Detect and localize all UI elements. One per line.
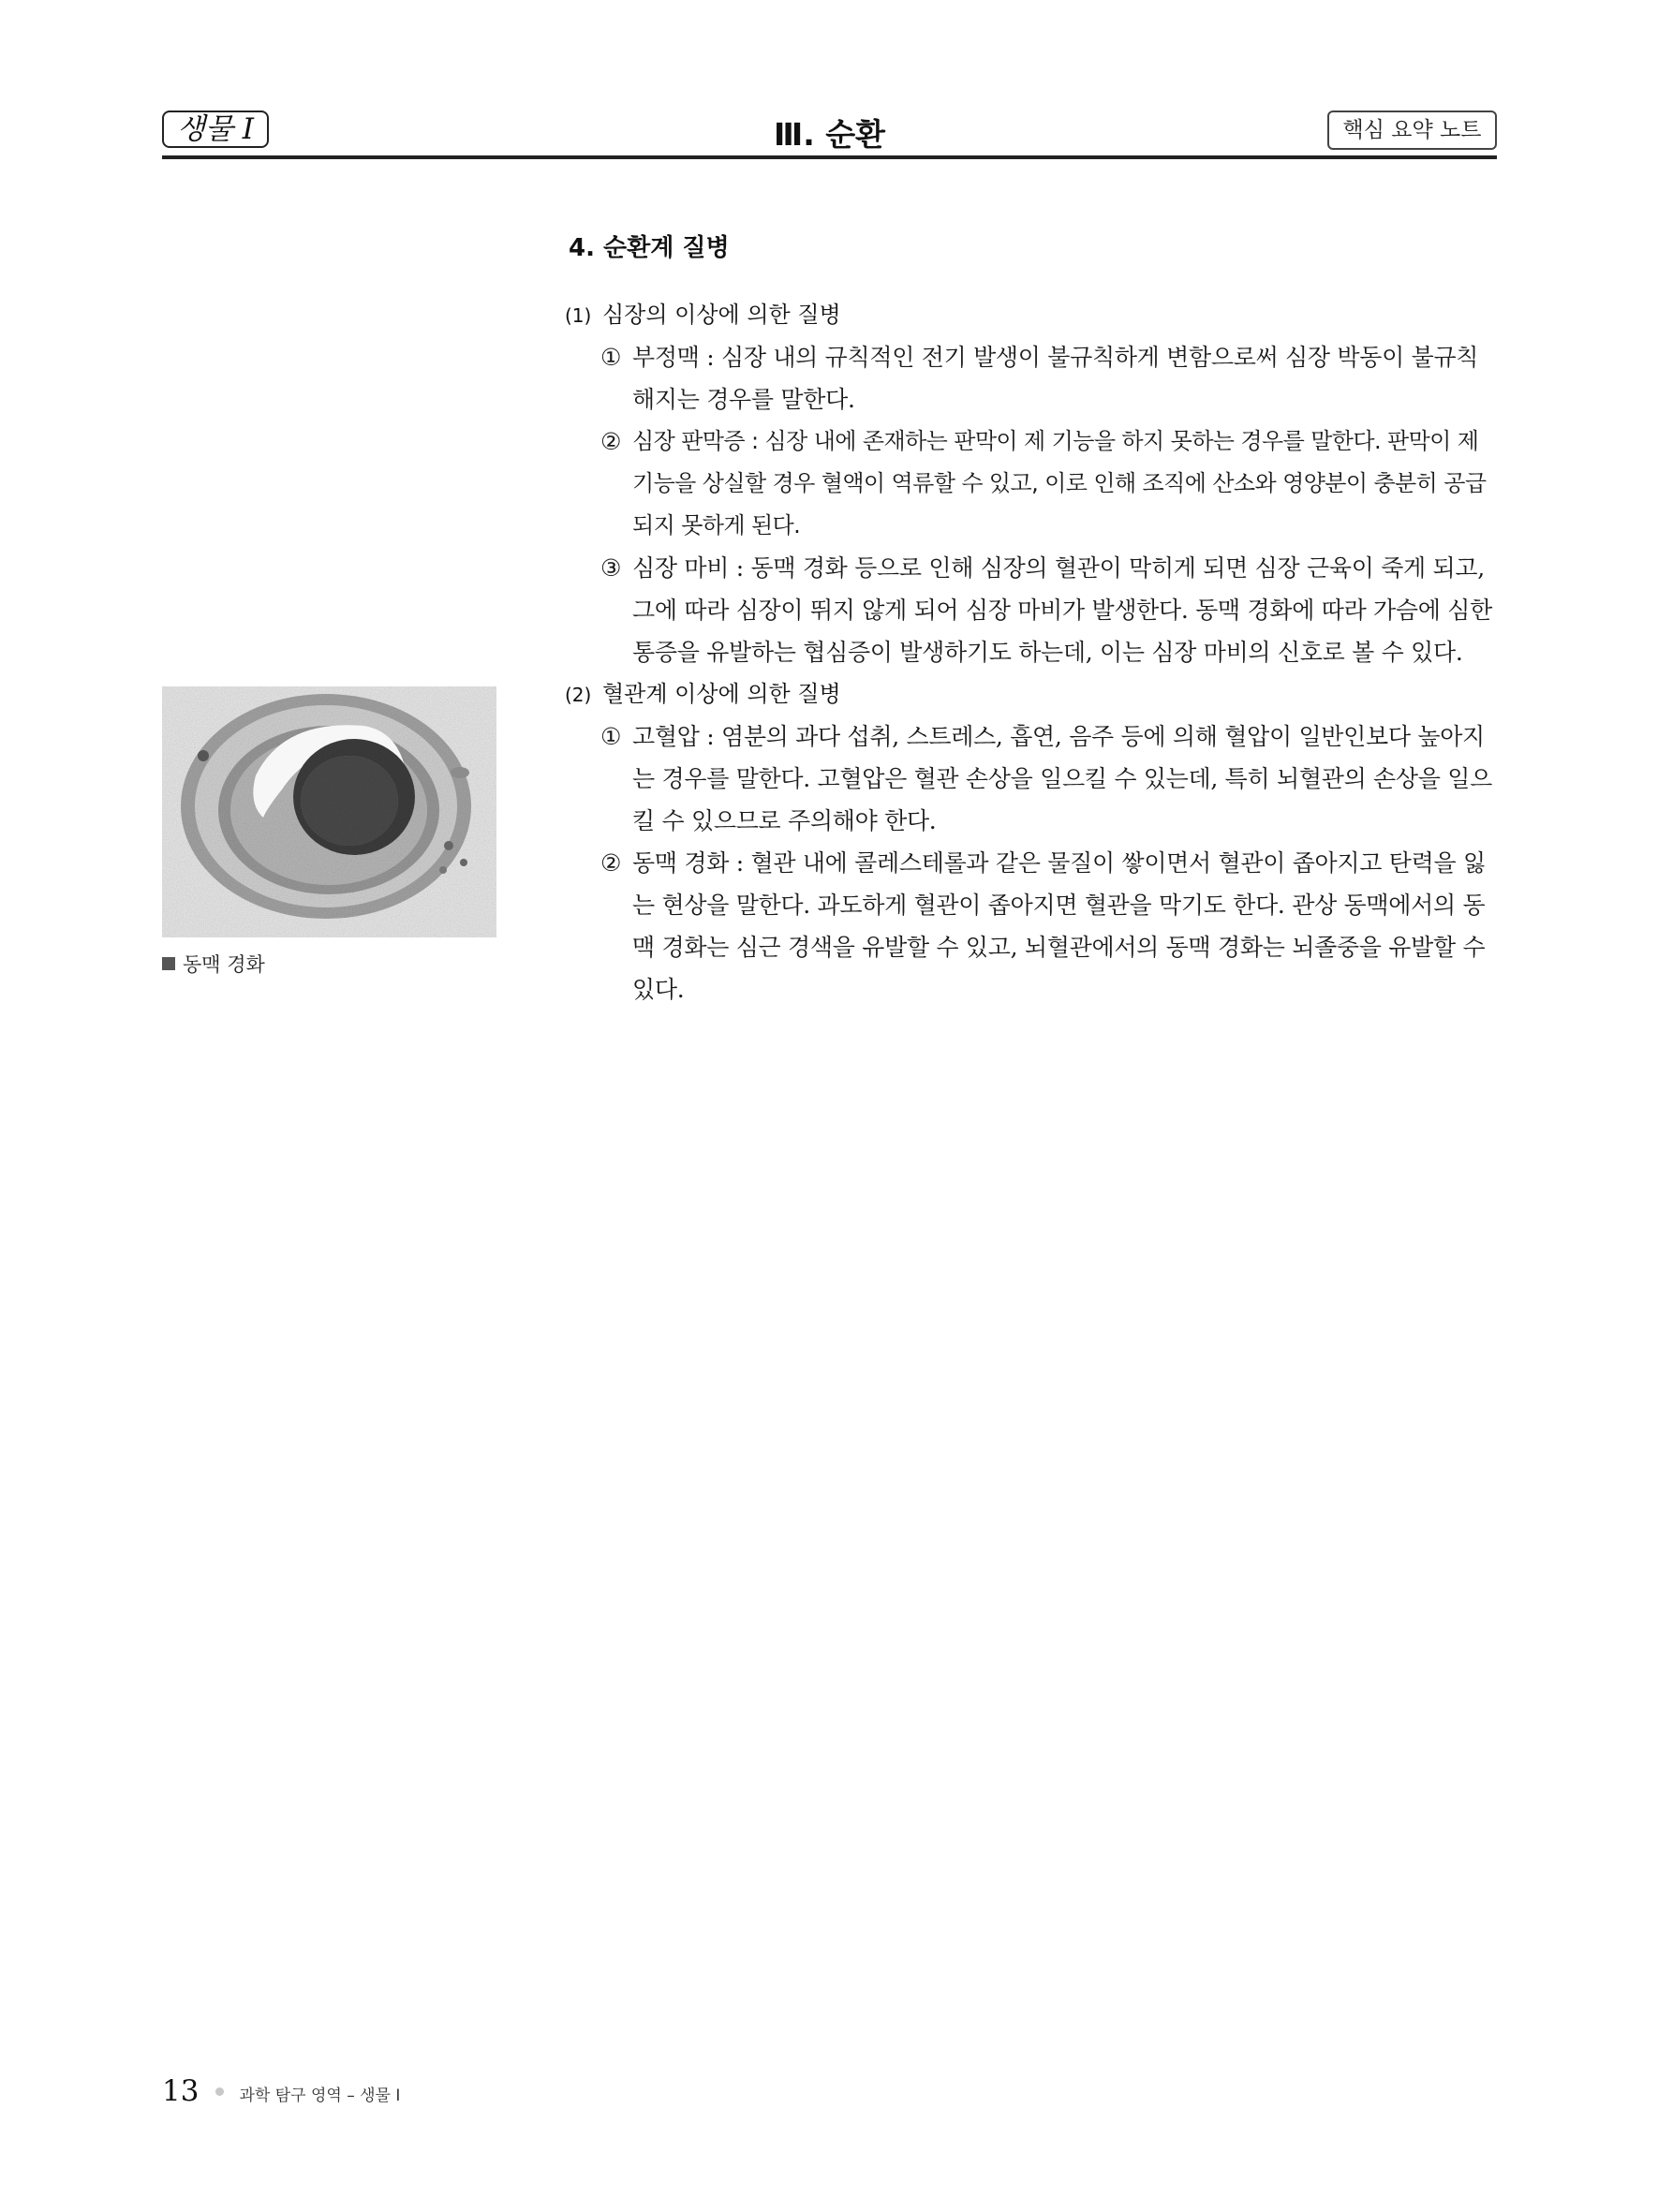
- main-content: [565, 229, 1499, 1010]
- note-label: 핵심 요약 노트: [1327, 111, 1497, 150]
- item-term: 동맥 경화: [632, 849, 730, 877]
- item-term: 심장 판막증: [632, 428, 745, 454]
- list-item: [565, 336, 1499, 420]
- artery-cross-section-image: [162, 686, 496, 937]
- header-rule: [162, 155, 1497, 159]
- subsection-title: 심장의 이상에 의한 질병: [601, 302, 841, 328]
- item-marker: ③: [600, 554, 622, 582]
- list-item: [565, 715, 1499, 842]
- subsection-heading: [565, 294, 1499, 336]
- list-item: [565, 547, 1499, 673]
- item-marker: ①: [600, 723, 622, 750]
- item-text: : 심장 내의 규칙적인 전기 발생이 불규칙하게 변함으로써 심장 박동이 불규칙 해지는 경우를 말한다.: [632, 344, 1479, 413]
- subsection-heading: [565, 673, 1499, 715]
- list-item: [565, 420, 1499, 547]
- footer-text: 과학 탐구 영역 – 생물 Ⅰ: [239, 2087, 401, 2105]
- chapter-title: Ⅲ. 순환: [774, 116, 885, 153]
- item-term: 심장 마비: [632, 554, 730, 582]
- page-number: 13: [162, 2074, 200, 2108]
- page-footer: [162, 2074, 400, 2108]
- page-header: [162, 109, 1497, 161]
- subsection-number: (1): [565, 304, 592, 327]
- item-marker: ②: [600, 428, 621, 455]
- item-text: : 혈관 내에 콜레스테롤과 같은 물질이 쌓이면서 혈관이 좁아지고 탄력을 잃는 현상을 말한다. 과도하게 혈관이 좁아지면 혈관을 막기도 한다. 관상 동맥에서의 동맥 경화는 심근 경색을 유발할 수 있고, 뇌혈관에서의 동맥 경화는 뇌졸중을 유발할 수 있다.: [632, 849, 1486, 1003]
- section-title: 4. 순환계 질병: [569, 234, 730, 262]
- item-term: 고혈압: [632, 723, 700, 750]
- item-marker: ②: [600, 849, 622, 877]
- item-text: : 심장 내에 존재하는 판막이 제 기능을 하지 못하는 경우를 말한다. 판막이 제 기능을 상실할 경우 혈액이 역류할 수 있고, 이로 인해 조직에 산소와 영양분이 충분히 공급되지 못하게 된다.: [632, 428, 1487, 538]
- item-text: : 염분의 과다 섭취, 스트레스, 흡연, 음주 등에 의해 혈압이 일반인보다 높아지는 경우를 말한다. 고혈압은 혈관 손상을 일으킬 수 있는데, 특히 뇌혈관의 손상을 일으킬 수 있으므로 주의해야 한다.: [632, 723, 1492, 834]
- dot-separator-icon: [215, 2087, 224, 2096]
- subsection-title: 혈관계 이상에 의한 질병: [601, 681, 841, 707]
- item-text: : 동맥 경화 등으로 인해 심장의 혈관이 막히게 되면 심장 근육이 죽게 되고, 그에 따라 심장이 뛰지 않게 되어 심장 마비가 발생한다. 동맥 경화에 따라 가슴에 심한 통증을 유발하는 협심증이 발생하기도 하는데, 이는 심장 마비의 신호로 볼 수 있다.: [632, 554, 1492, 666]
- square-bullet-icon: [162, 957, 175, 970]
- figure-caption-text: 동맥 경화: [183, 953, 265, 976]
- figure-caption: [162, 950, 265, 978]
- subsection-number: (2): [565, 684, 592, 706]
- subject-label: 생물 I: [162, 111, 269, 148]
- list-item: [565, 842, 1499, 1010]
- item-term: 부정맥: [632, 344, 700, 371]
- item-marker: ①: [600, 344, 622, 371]
